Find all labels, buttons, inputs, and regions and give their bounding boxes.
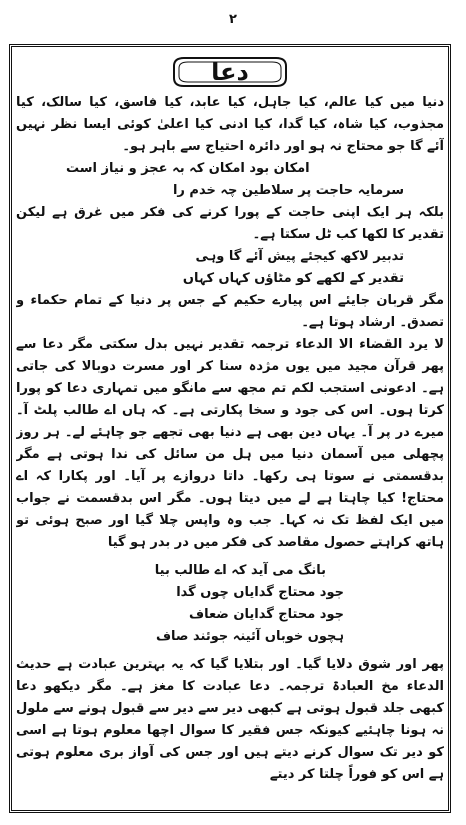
paragraph-2: بلکہ ہر ایک اپنی حاجت کے پورا کرنے کی فکر میں غرق ہے لیکن تقدیر کا لکھا کب ٹل سکتا ہے۔: [16, 205, 444, 242]
verse-line-1: بانگ می آید کہ اے طالب بیا: [154, 563, 326, 578]
couplet-1-line-2: سرمایہ حاجت پر سلاطین چہ خدم را: [172, 183, 404, 198]
verse-line-3: جود محتاج گدایان ضعاف: [188, 607, 344, 622]
verse-line-2: جود محتاج گدایاں چوں گدا: [176, 585, 344, 600]
paragraph-5: پھر اور شوق دلایا گیا۔ اور بتلایا گیا کہ یہ بہترین عبادت ہے حدیث الدعاء مخ العبادۃ ترجمہ۔ دعا عبادت کا مغز ہے۔ مگر دیکھو دعا کبھی جلد قبول ہوتی ہے کبھی دیر سے دیر سے قبول ہونے سے ملول نہ ہونا چاہئیے کیونکہ جس فقیر کا سوال اچھا معلوم ہوتا ہے اسی کو دیر تک سوال کرنے دیتے ہیں اور جس کی آواز بری معلوم ہوتی ہے اس کو فوراً چلتا کر دیتے: [16, 657, 444, 782]
paragraph-1: دنیا میں کیا عالم، کیا جاہل، کیا عابد، کیا فاسق، کیا سالک، کیا مجذوب، کیا شاہ، کیا گدا، کیا ادنی کیا اعلیٰ کوئی ایسا نظر نہیں آئے گا جو محتاج نہ ہو اور دائرہ احتیاج سے باہر ہو۔: [16, 95, 444, 154]
couplet-2-line-1: تدبیر لاکھ کیجئے پیش آئے گا وہی: [195, 249, 404, 264]
paragraph-4: لا یرد القضاء الا الدعاء ترجمہ تقدیر نہیں بدل سکتی مگر دعا سے پھر قرآن مجید میں یوں مژدہ سنا کر اور مسرت دوبالا کی جاتی ہے۔ ادعونی استجب لکم تم مجھ سے مانگو میں تمہاری دعا کو پورا کرتا ہوں۔ اس کی جود و سخا پکارتی ہے۔ کہ ہاں اے طالب پلٹ آ۔ میرے در پر آ۔ یہاں دین بھی ہے دنیا بھی تجھے جو چاہئے لے۔ ہر روز پچھلی میں آسمان دنیا میں ہل من سائل کی ندا ہوتی ہے مگر بدقسمتی نے سوتا ہی رکھا۔ داتا دروازے پر آیا۔ اور پکارا کہ اے محتاج! کیا چاہتا ہے لے میں دیتا ہوں۔ مگر اس بدقسمت نے جواب میں ایک لفظ تک نہ کہا۔ جب وہ واپس چلا گیا اور صبح ہوئی تو ہاتھ کراہتے حصول مقاصد کی فکر میں در بدر ہو گیا: [16, 337, 444, 550]
title-cartouche: [170, 54, 290, 90]
couplet-1-line-1: امکان بود امکان کہ بہ عجز و نیاز است: [66, 161, 310, 176]
page-number: ۲: [229, 12, 237, 27]
paragraph-3: مگر قربان جایئے اس پیارے حکیم کے جس پر دنیا کے تمام حکماء و تصدق۔ ارشاد ہوتا ہے۔: [16, 293, 444, 330]
page-title: دعا: [211, 58, 249, 86]
verse-line-4: ہچوں خوباں آئینہ جوئند صاف: [155, 629, 344, 644]
page-content: [16, 50, 444, 810]
couplet-2-line-2: تقدیر کے لکھے کو مٹاؤں کہاں کہاں: [182, 271, 404, 286]
